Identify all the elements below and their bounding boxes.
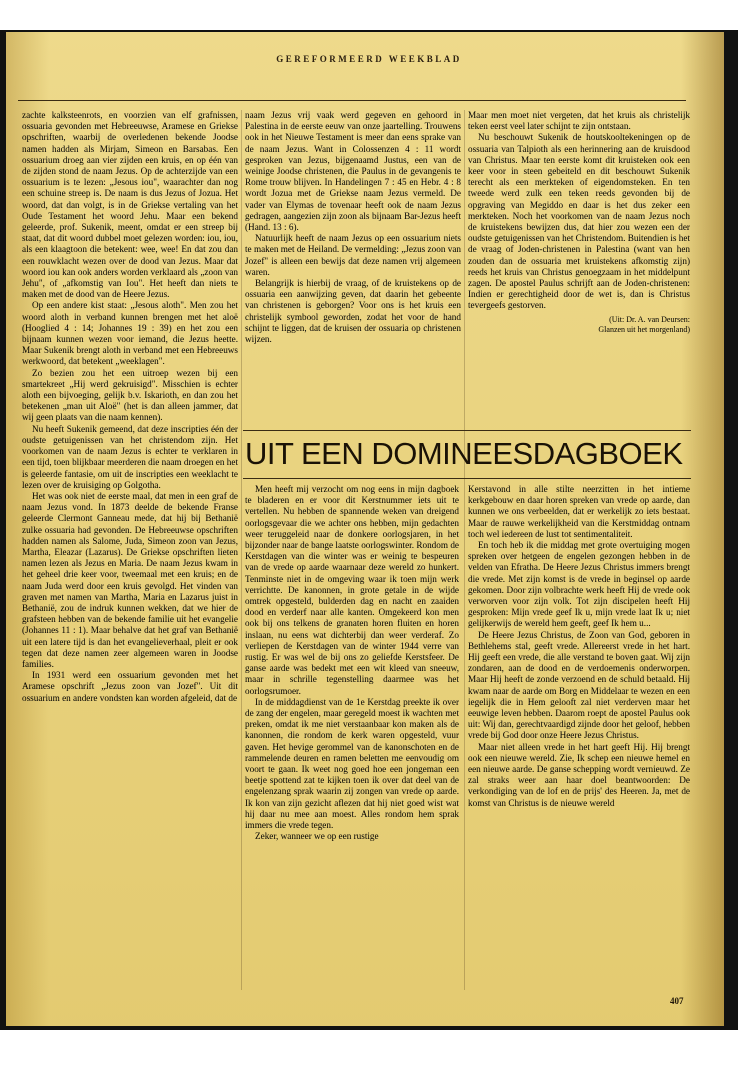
paragraph: Nu beschouwt Sukenik de houtskooltekeningen op de ossuaria van Talpioth als een herinnering aan de kruisdood van Christus. Maar ten eerste komt dit kruisteken ook een keer voor in steen gebeiteld en dit beschouwt Sukenik terecht als een merkteken of eigendomsteken. En ten tweede werd zulk een teken reeds gevonden bij de opgraving van Megiddo en daar is het dus zeker een merkteken. Noch het voorkomen van de naam Jezus noch de kruistekens bewijzen dus, dat hier zou wezen een der oudste getuigenissen van het Christendom. Buitendien is het de vraag of Joden-christenen in Palestina (want van hen zouden dan de ossuaria met kruistekens afkomstig zijn) reeds het kruis van Christus genoegzaam in het middelpunt zagen. De apostel Paulus schrijft aan de Joden-christenen: Indien er gerechtigheid door de wet is, dan is Christus tevergeefs gestorven. — [468, 132, 690, 311]
column-5 — [468, 484, 690, 984]
paragraph: Maar niet alleen vrede in het hart geeft Hij. Hij brengt ook een nieuwe wereld. Zie, Ik schep een nieuwe hemel en een nieuwe aarde. De ganse schepping wordt vernieuwd. Ze zal straks weer aan haar doel beantwoorden: De verkondiging van de lof en de prijs' des Heeren. Ja, met de komst van Christus is de nieuwe wereld — [468, 741, 690, 808]
article-title: UIT EEN DOMINEESDAGBOEK — [245, 436, 683, 471]
paragraph: naam Jezus vrij vaak werd gegeven en gehoord in Palestina in de eerste eeuw van onze jaartelling. Trouwens ook in het Nieuwe Testament is meer dan eens sprake van de naam Jezus. Want in Colossenzen 4 : 11 wordt gesproken van Jezus, bijgenaamd Justus, een van de weinige Joodse christenen, die Paulus in de gevangenis te Rome trouw blijven. In Handelingen 7 : 45 en Hebr. 4 : 8 wordt Jozua met de Griekse naam Jezus vermeld. De vader van Elymas de tovenaar heeft ook de naam Jezus gedragen, aangezien zijn zoon als bijnaam Bar-Jezus heeft (Hand. 13 : 6). — [245, 110, 461, 233]
paragraph: Maar men moet niet vergeten, dat het kruis als christelijk teken eerst veel later schijnt te zijn ontstaan. — [468, 110, 690, 132]
credit-line: Glanzen uit het morgenland) — [598, 324, 690, 334]
paragraph: Zo bezien zou het een uitroep wezen bij een smartekreet „Hij werd gekruisigd". Misschien is echter aloth een bijvoeging, gelijk b.v. Iskarioth, en dan zou het betekenen „man uit Aloë" (het is dan alleen jammer, dat wij geen plaats van die naam kennen). — [22, 367, 238, 423]
column-3 — [468, 110, 690, 396]
running-head: GEREFORMEERD WEEKBLAD — [276, 54, 462, 64]
header-rule — [18, 100, 686, 101]
title-rule — [243, 478, 691, 479]
column-divider — [241, 110, 242, 990]
credit-line: (Uit: Dr. A. van Deursen: — [609, 314, 690, 324]
paragraph: En toch heb ik die middag met grote overtuiging mogen spreken over hetgeen de engelen gezongen hebben in de velden van Efratha. De Heere Jezus Christus immers brengt die vrede. Met zijn komst is de vrede in beginsel op aarde gekomen. Door zijn volbrachte werk heeft Hij de vrede ook verworven voor zijn volk. Tot zijn discipelen heeft Hij gesproken: Mijn vrede geef Ik u, mijn vrede laat Ik u; niet gelijkerwijs de wereld hem geeft, geef Ik hem u... — [468, 540, 690, 629]
column-4 — [245, 484, 459, 984]
paragraph: Kerstavond in alle stilte neerzitten in het intieme kerkgebouw en daar horen spreken van vrede op aarde, dan kunnen we ons verbeelden, dat er werkelijk zo iets bestaat. Maar de rauwe werkelijkheid van die Kerstmiddag ontnam toch wel iedereen de lust tot sentimentaliteit. — [468, 484, 690, 539]
paragraph: Zeker, wanneer we op een rustige — [255, 831, 379, 842]
paragraph: Belangrijk is hierbij de vraag, of de kruistekens op de ossuaria een aanwijzing geven, dat daarin het gebeente van christenen is geborgen? Voor ons is het kruis een christelijk symbool geworden, zodat het voor de hand schijnt te liggen, dat de kruisen der ossuaria op christenen wijzen. — [245, 278, 461, 345]
paragraph: Het was ook niet de eerste maal, dat men in een graf de naam Jezus vond. In 1873 deelde de bekende Franse geleerde Clermont Ganneau mede, dat hij bij Bethanië zulke ossuaria had gevonden. De Hebreeuwse opschriften hadden namen als Salome, Juda, Simeon zoon van Jezus, Martha, Eleazar (Lazarus). De Griekse opschriften lieten namen lezen als Jezus en Maria. De naam Jezus kwam in het geheel drie keer voor, tweemaal met een kruis; en de naam Juda werd door een kruis gevolgd. Het vinden van graven met namen van Martha, Maria en Lazarus juist in Bethanië, zou de indruk kunnen wekken, dat we hier de grafsteen hebben van de bekende familie uit het evangelie (Johannes 11 : 1). Maar behalve dat het graf van Bethanië uit een latere tijd is dan het evangelieverhaal, pleit er ook tegen dat deze namen zeer algemeen waren in Joodse families. — [22, 490, 238, 669]
paragraph: zachte kalksteenrots, en voorzien van elf grafnissen, ossuaria gevonden met Hebreeuwse, Aramese en Griekse opschriften, waarbij de overledenen bekende Joodse namen hadden als Mirjam, Simeon en Barsabas. Een ossuarium droeg aan vier zijden een kruis, en op één van de zijden stond de naam Jezus. Op de achterzijde van een ossuarium is te lezen: „Jesous iou", waarachter dan nog een schuine streep is. De naam is dus Jezus of Jozua. Het woord, dat dan volgt, is in de Griekse vertaling van het Oude Testament het woord Jehu. Maar een bekend geleerde, prof. Sukenik, meent, omdat er een streep bij staat, dat dit woord dubbel moet gelezen worden: iou, iou, als een klaagtoon die betekent: wee, wee! En dat zou dan een rouwklacht wezen over de dood van Jezus. Maar dat woord iou kan ook anders worden verklaard als „zoon van Jehu", of „afkomstig van Iou". Het heeft dan niets te maken met de dood van de Heere Jezus. — [22, 110, 238, 300]
paragraph: In 1931 werd een ossuarium gevonden met het Aramese opschrift „Jezus zoon van Jozef". Uit dit ossuarium en andere vondsten kan worden afgeleid, dat de — [22, 670, 238, 703]
column-1 — [22, 110, 238, 1000]
paragraph: Natuurlijk heeft de naam Jezus op een ossuarium niets te maken met de Heiland. De vermelding: „Jezus zoon van Jozef" is alleen een bewijs dat deze namen vrij algemeen waren. — [245, 233, 461, 277]
paragraph: De Heere Jezus Christus, de Zoon van God, geboren in Bethlehems stal, geeft vrede. Allereerst vrede in het hart. Hij geeft een vrede, die alle verstand te boven gaat. Wij zijn zondaren, aan de dood en de verdoemenis onderworpen. Maar Hij heeft de zonde verzoend en de schuld betaald. Hij kwam naar de aarde om Borg en Middelaar te wezen en een iegelijk die in Hem gelooft zal niet verderven maar het eeuwige leven hebben. Daarom roept de apostel Paulus ook uit: Wij dan, gerechtvaardigd zijnde door het geloof, hebben vrede bij God door onze Heere Jezus Christus. — [468, 629, 690, 741]
page-number: 407 — [670, 996, 684, 1006]
paragraph: Nu heeft Sukenik gemeend, dat deze inscripties één der oudste getuigenissen van het christendom zijn. Het voorkomen van de naam Jezus is echter te verklaren in een tijd, toen blijkbaar meerderen die naam droegen en het is geleerde fantasie, om uit de inscripties een weeklacht te lezen over de kruisiging op Golgotha. — [22, 423, 238, 490]
column-2 — [245, 110, 461, 430]
paragraph: Men heeft mij verzocht om nog eens in mijn dagboek te bladeren en er voor dit Kerstnummer iets uit te vertellen. Nu hebben de spannende weken van dreigend oorlogsgevaar die we achter ons hebben, mijn gedachten weer teruggeleid naar de donkere oorlogsjaren, in het bijzonder naar de bange laatste oorlogswinter. Rondom de Kerstdagen van die winter was er weinig te bespeuren van de vrede op aarde waarnaar deze wereld zo hunkert. Tenminste niet in de omgeving waar ik toen mijn werk verrichtte. De kanonnen, in grote getale in de wijde omtrek opgesteld, bulderden dag en nacht en zaaiden dood en verderf naar alle kanten. Omgekeerd kon men ook bij ons telkens de granaten horen fluiten en horen inslaan, nu eens wat dichterbij dan weer verderaf. Zo verliepen de Kerstdagen van de winter 1944 verre van rustig. Er was wel de bij ons zo geliefde Kerstsfeer. De ganse aarde was bedekt met een wit kleed van sneeuw, maar in schrille tegenstelling daarmee was het oorlogsrumoer. — [245, 484, 459, 696]
column-divider — [464, 110, 465, 990]
paragraph: In de middagdienst van de 1e Kerstdag preekte ik over de zang der engelen, maar geregeld moest ik wachten met preken, omdat ik me niet verstaanbaar kon maken als de kanonnen, die rondom de kerk waren opgesteld, vuur gaven. Het hevige gerommel van de kanonschoten en de rammelende deuren en ramen beletten me eenvoudig om voort te gaan. Ik weet nog goed hoe een jongeman een beetje spottend zat te kijken toen ik over dat deel van de engelenzang sprak waarin zij zongen van vrede op aarde. Ik kon van zijn gezicht aflezen dat hij niet goed wist wat hij daar nu mee aan moest. Alles rondom hem sprak immers die vrede tegen. — [245, 696, 459, 831]
section-rule — [243, 430, 691, 431]
source-credit — [468, 315, 690, 335]
paragraph: Op een andere kist staat: „Jesous aloth". Men zou het woord aloth in verband kunnen brengen met het aloë (Hooglied 4 : 14; Johannes 19 : 39) en het zou een bijnaam kunnen wezen voor iemand, die Jezus heette. Maar Sukenik brengt aloth in verband met een Hebreeuws werkwoord, dat betekent „weeklagen". — [22, 300, 238, 367]
